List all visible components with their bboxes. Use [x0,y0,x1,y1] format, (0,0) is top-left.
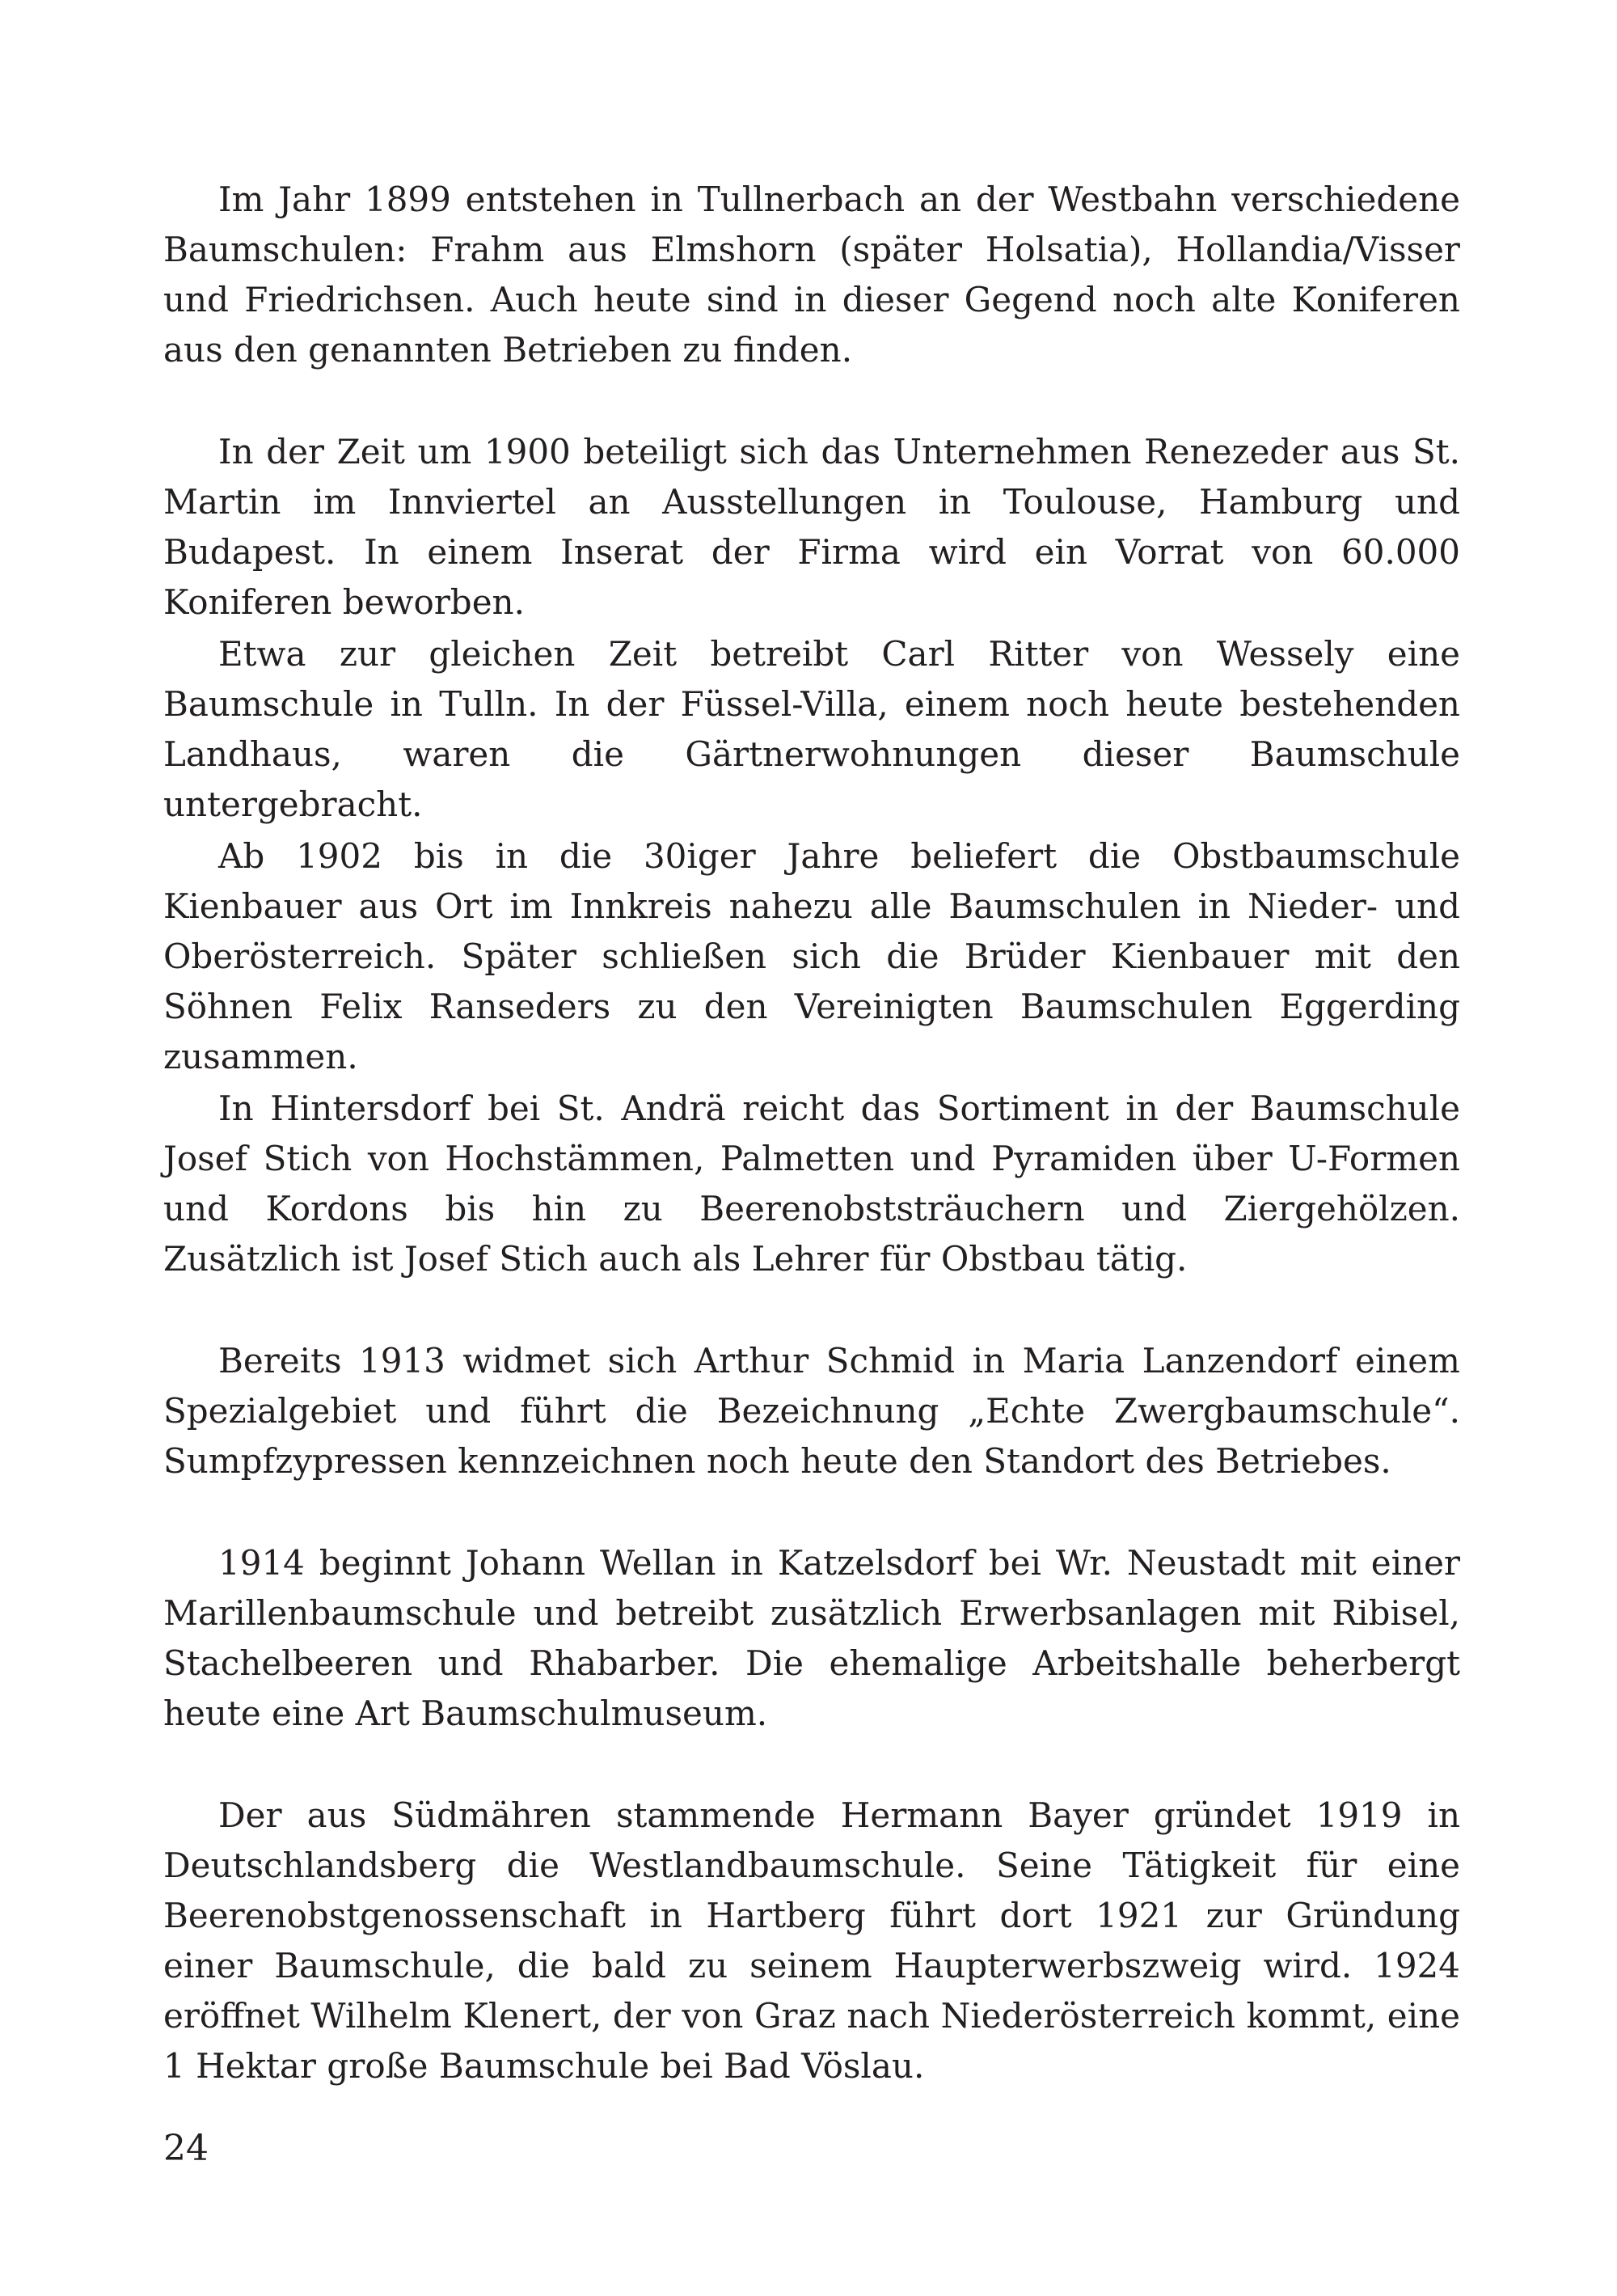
paragraph-3: Etwa zur gleichen Zeit betreibt Carl Ritter von Wessely eine Baumschule in Tulln. In der Füssel-Villa, einem noch heute bestehenden Landhaus, waren die Gärtnerwohnungen dieser Baumschule untergebracht. [163,634,1460,824]
paragraph-8: Der aus Südmähren stammende Hermann Bayer gründet 1919 in Deutschlandsberg die Westlandbaumschule. Seine Tätigkeit für eine Beerenobstgenossenschaft in Hartberg führt dort 1921 zur Gründung einer Baumschule, die bald zu seinem Haupterwerbszweig wird. 1924 eröffnet Wilhelm Klenert, der von Graz nach Niederösterreich kommt, eine 1 Hektar große Baumschule bei Bad Vöslau. [163,1795,1460,2086]
paragraph-1: Im Jahr 1899 entstehen in Tullnerbach an der Westbahn verschiedene Baumschulen: Frahm aus Elmshorn (später Holsatia), Hollandia/Visser und Friedrichsen. Auch heute sind in dieser Gegend noch alte Koniferen aus den genannten Betrieben zu finden. [163,180,1460,370]
paragraph-5: In Hintersdorf bei St. Andrä reicht das Sortiment in der Baumschule Josef Stich von Hochstämmen, Palmetten und Pyramiden über U-Formen und Kordons bis hin zu Beerenobststräuchern und Ziergehölzen. Zusätzlich ist Josef Stich auch als Lehrer für Obstbau tätig. [163,1089,1460,1279]
paragraph-7: 1914 beginnt Johann Wellan in Katzelsdorf bei Wr. Neustadt mit einer Marillenbaumschule und betreibt zusätzlich Erwerbsanlagen mit Ribisel, Stachelbeeren und Rhabarber. Die ehemalige Arbeitshalle beherbergt heute eine Art Baumschulmuseum. [163,1543,1460,1733]
paragraph-4: Ab 1902 bis in die 30iger Jahre beliefert die Obstbaumschule Kienbauer aus Ort im Innkreis nahezu alle Baumschulen in Nieder- und Oberösterreich. Später schließen sich die Brüder Kienbauer mit den Söhnen Felix Ranseders zu den Vereinigten Baumschulen Eggerding zusammen. [163,836,1460,1076]
paragraph-2: In der Zeit um 1900 beteiligt sich das Unternehmen Renezeder aus St. Martin im Innviertel an Ausstellungen in Toulouse, Hamburg und Budapest. In einem Inserat der Firma wird ein Vorrat von 60.000 Koniferen beworben. [163,432,1460,622]
paragraph-6: Bereits 1913 widmet sich Arthur Schmid in Maria Lanzendorf einem Spezialgebiet und führt die Bezeichnung „Echte Zwergbaumschule“. Sumpfzypressen kennzeichnen noch heute den Standort des Betriebes. [163,1341,1460,1481]
page-number: 24 [163,2128,209,2169]
